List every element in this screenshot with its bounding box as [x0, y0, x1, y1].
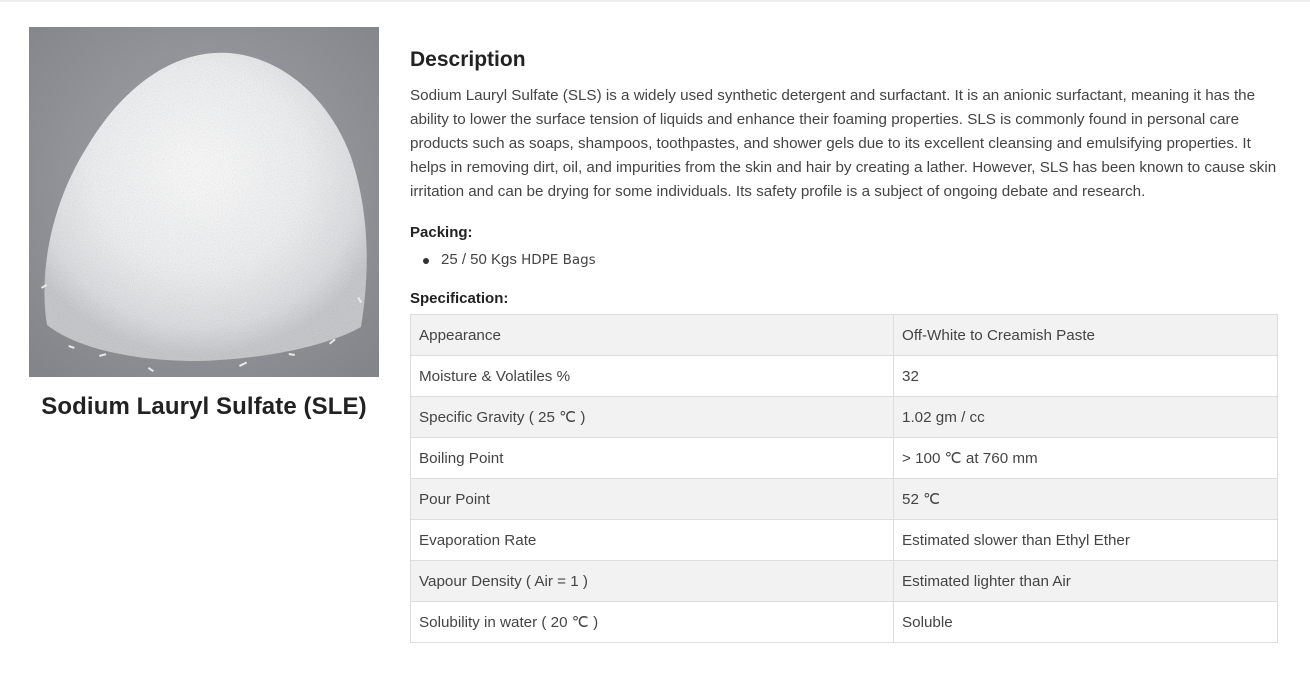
spec-property: Solubility in water ( 20 ℃ ) — [411, 602, 894, 643]
product-title: Sodium Lauryl Sulfate (SLE) — [41, 393, 367, 420]
spec-value: Off-White to Creamish Paste — [894, 315, 1278, 356]
spec-value: 52 ℃ — [894, 479, 1278, 520]
spec-value: Estimated slower than Ethyl Ether — [894, 520, 1278, 561]
packing-type: HDPE Bags — [521, 252, 596, 268]
description-heading: Description — [410, 48, 526, 71]
product-panel — [29, 27, 379, 421]
spec-property: Vapour Density ( Air = 1 ) — [411, 561, 894, 602]
table-row — [411, 438, 1278, 479]
table-row — [411, 356, 1278, 397]
white-powder-pile-image — [29, 27, 379, 377]
spec-value: 32 — [894, 356, 1278, 397]
spec-value: 1.02 gm / cc — [894, 397, 1278, 438]
description-text: Sodium Lauryl Sulfate (SLS) is a widely used synthetic detergent and surfactant. It is an anionic surfactant, meaning it has the ability to lower the surface tension of liquids and enhance their foaming properties. SLS is commonly found in personal care products such as soaps, shampoos, toothpastes, and shower gels due to its excellent cleansing and emulsifying properties. It helps in removing dirt, oil, and impurities from the skin and hair by creating a lather. However, SLS has been known to cause skin irritation and can be drying for some individuals. Its safety profile is a subject of ongoing debate and research. — [410, 87, 1277, 200]
top-divider — [0, 0, 1310, 2]
packing-item — [441, 248, 1278, 272]
spec-property: Boiling Point — [411, 438, 894, 479]
packing-heading: Packing: — [410, 224, 473, 241]
spec-property: Appearance — [411, 315, 894, 356]
product-details — [410, 46, 1278, 643]
table-row — [411, 479, 1278, 520]
spec-property: Moisture & Volatiles % — [411, 356, 894, 397]
spec-property: Specific Gravity ( 25 ℃ ) — [411, 397, 894, 438]
packing-quantity: 25 / 50 Kgs — [441, 251, 522, 268]
spec-value: Estimated lighter than Air — [894, 561, 1278, 602]
spec-property: Pour Point — [411, 479, 894, 520]
packing-list — [410, 248, 1278, 272]
table-row — [411, 315, 1278, 356]
product-image — [29, 27, 379, 377]
specification-table — [410, 314, 1278, 643]
spec-property: Evaporation Rate — [411, 520, 894, 561]
spec-value: > 100 ℃ at 760 mm — [894, 438, 1278, 479]
spec-value: Soluble — [894, 602, 1278, 643]
table-row — [411, 561, 1278, 602]
table-row — [411, 602, 1278, 643]
table-row — [411, 520, 1278, 561]
specification-heading: Specification: — [410, 290, 509, 307]
table-row — [411, 397, 1278, 438]
